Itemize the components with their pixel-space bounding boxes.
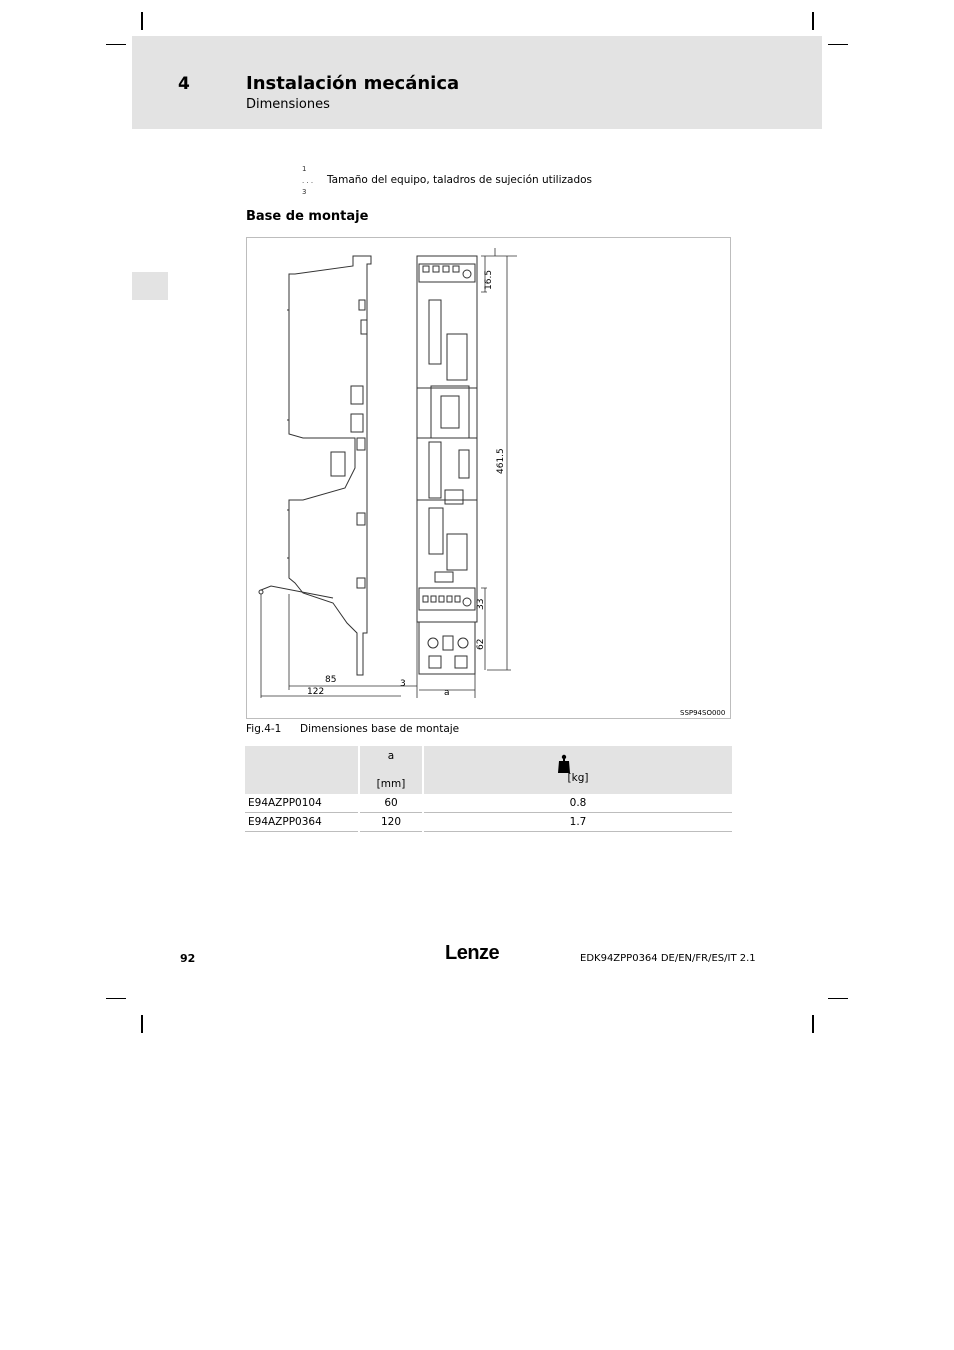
side-tab-marker [132,272,168,300]
figure-caption-text: Dimensiones base de montaje [300,723,460,735]
crop-mark [828,998,848,999]
row-model: E94AZPP0364 [245,813,359,832]
dim-label-3: 3 [400,679,406,689]
weight-icon [557,754,571,774]
dim-label-122: 122 [307,687,325,697]
section-heading: Base de montaje [246,209,369,224]
dim-label-85: 85 [325,675,337,685]
dim-label-a: a [444,688,450,698]
chapter-number: 4 [178,74,190,94]
dim-label-16-5: 16.5 [484,269,494,290]
row-a: 120 [359,813,423,832]
row-model: E94AZPP0104 [245,794,359,813]
figure-caption [246,723,459,735]
crop-mark [812,12,814,30]
drawing-svg [247,238,732,720]
crop-mark [812,1015,814,1033]
row-a: 60 [359,794,423,813]
header-a-unit: [mm] [376,778,406,790]
table-header-weight [423,746,732,794]
table-header-row [245,746,732,794]
crop-mark [106,44,126,45]
dim-label-33: 33 [476,598,486,610]
chapter-title: Instalación mecánica [246,73,460,94]
dim-label-461-5: 461.5 [496,448,506,474]
step-marker-first: 1 [302,165,307,173]
table-row [245,794,732,813]
step-description: Tamaño del equipo, taladros de sujeción utilizados [327,174,593,186]
dimensions-table [245,746,732,832]
crop-mark [106,998,126,999]
header-a-label: a [387,750,395,762]
step-marker-last: 3 [302,188,307,196]
crop-mark [141,12,143,30]
page-number: 92 [180,952,196,965]
table-row [245,813,732,832]
drawing-code: SSP94SO000 [680,709,726,717]
side-view-outline [289,256,371,675]
chapter-subtitle: Dimensiones [246,97,330,112]
crop-mark [141,1015,143,1033]
dim-label-62: 62 [476,638,486,650]
figure-caption-label: Fig.4-1 [246,723,282,735]
table-header-a [359,746,423,794]
table-header-model [245,746,359,794]
row-weight: 1.7 [423,813,732,832]
step-marker-dots: . . . [302,177,314,185]
header-weight-unit: [kg] [567,772,589,784]
dimension-drawing [246,237,731,719]
document-id: EDK94ZPP0364 DE/EN/FR/ES/IT 2.1 [580,953,756,964]
chapter-header [132,36,822,129]
lenze-logo: Lenze [445,942,500,964]
crop-mark [828,44,848,45]
row-weight: 0.8 [423,794,732,813]
